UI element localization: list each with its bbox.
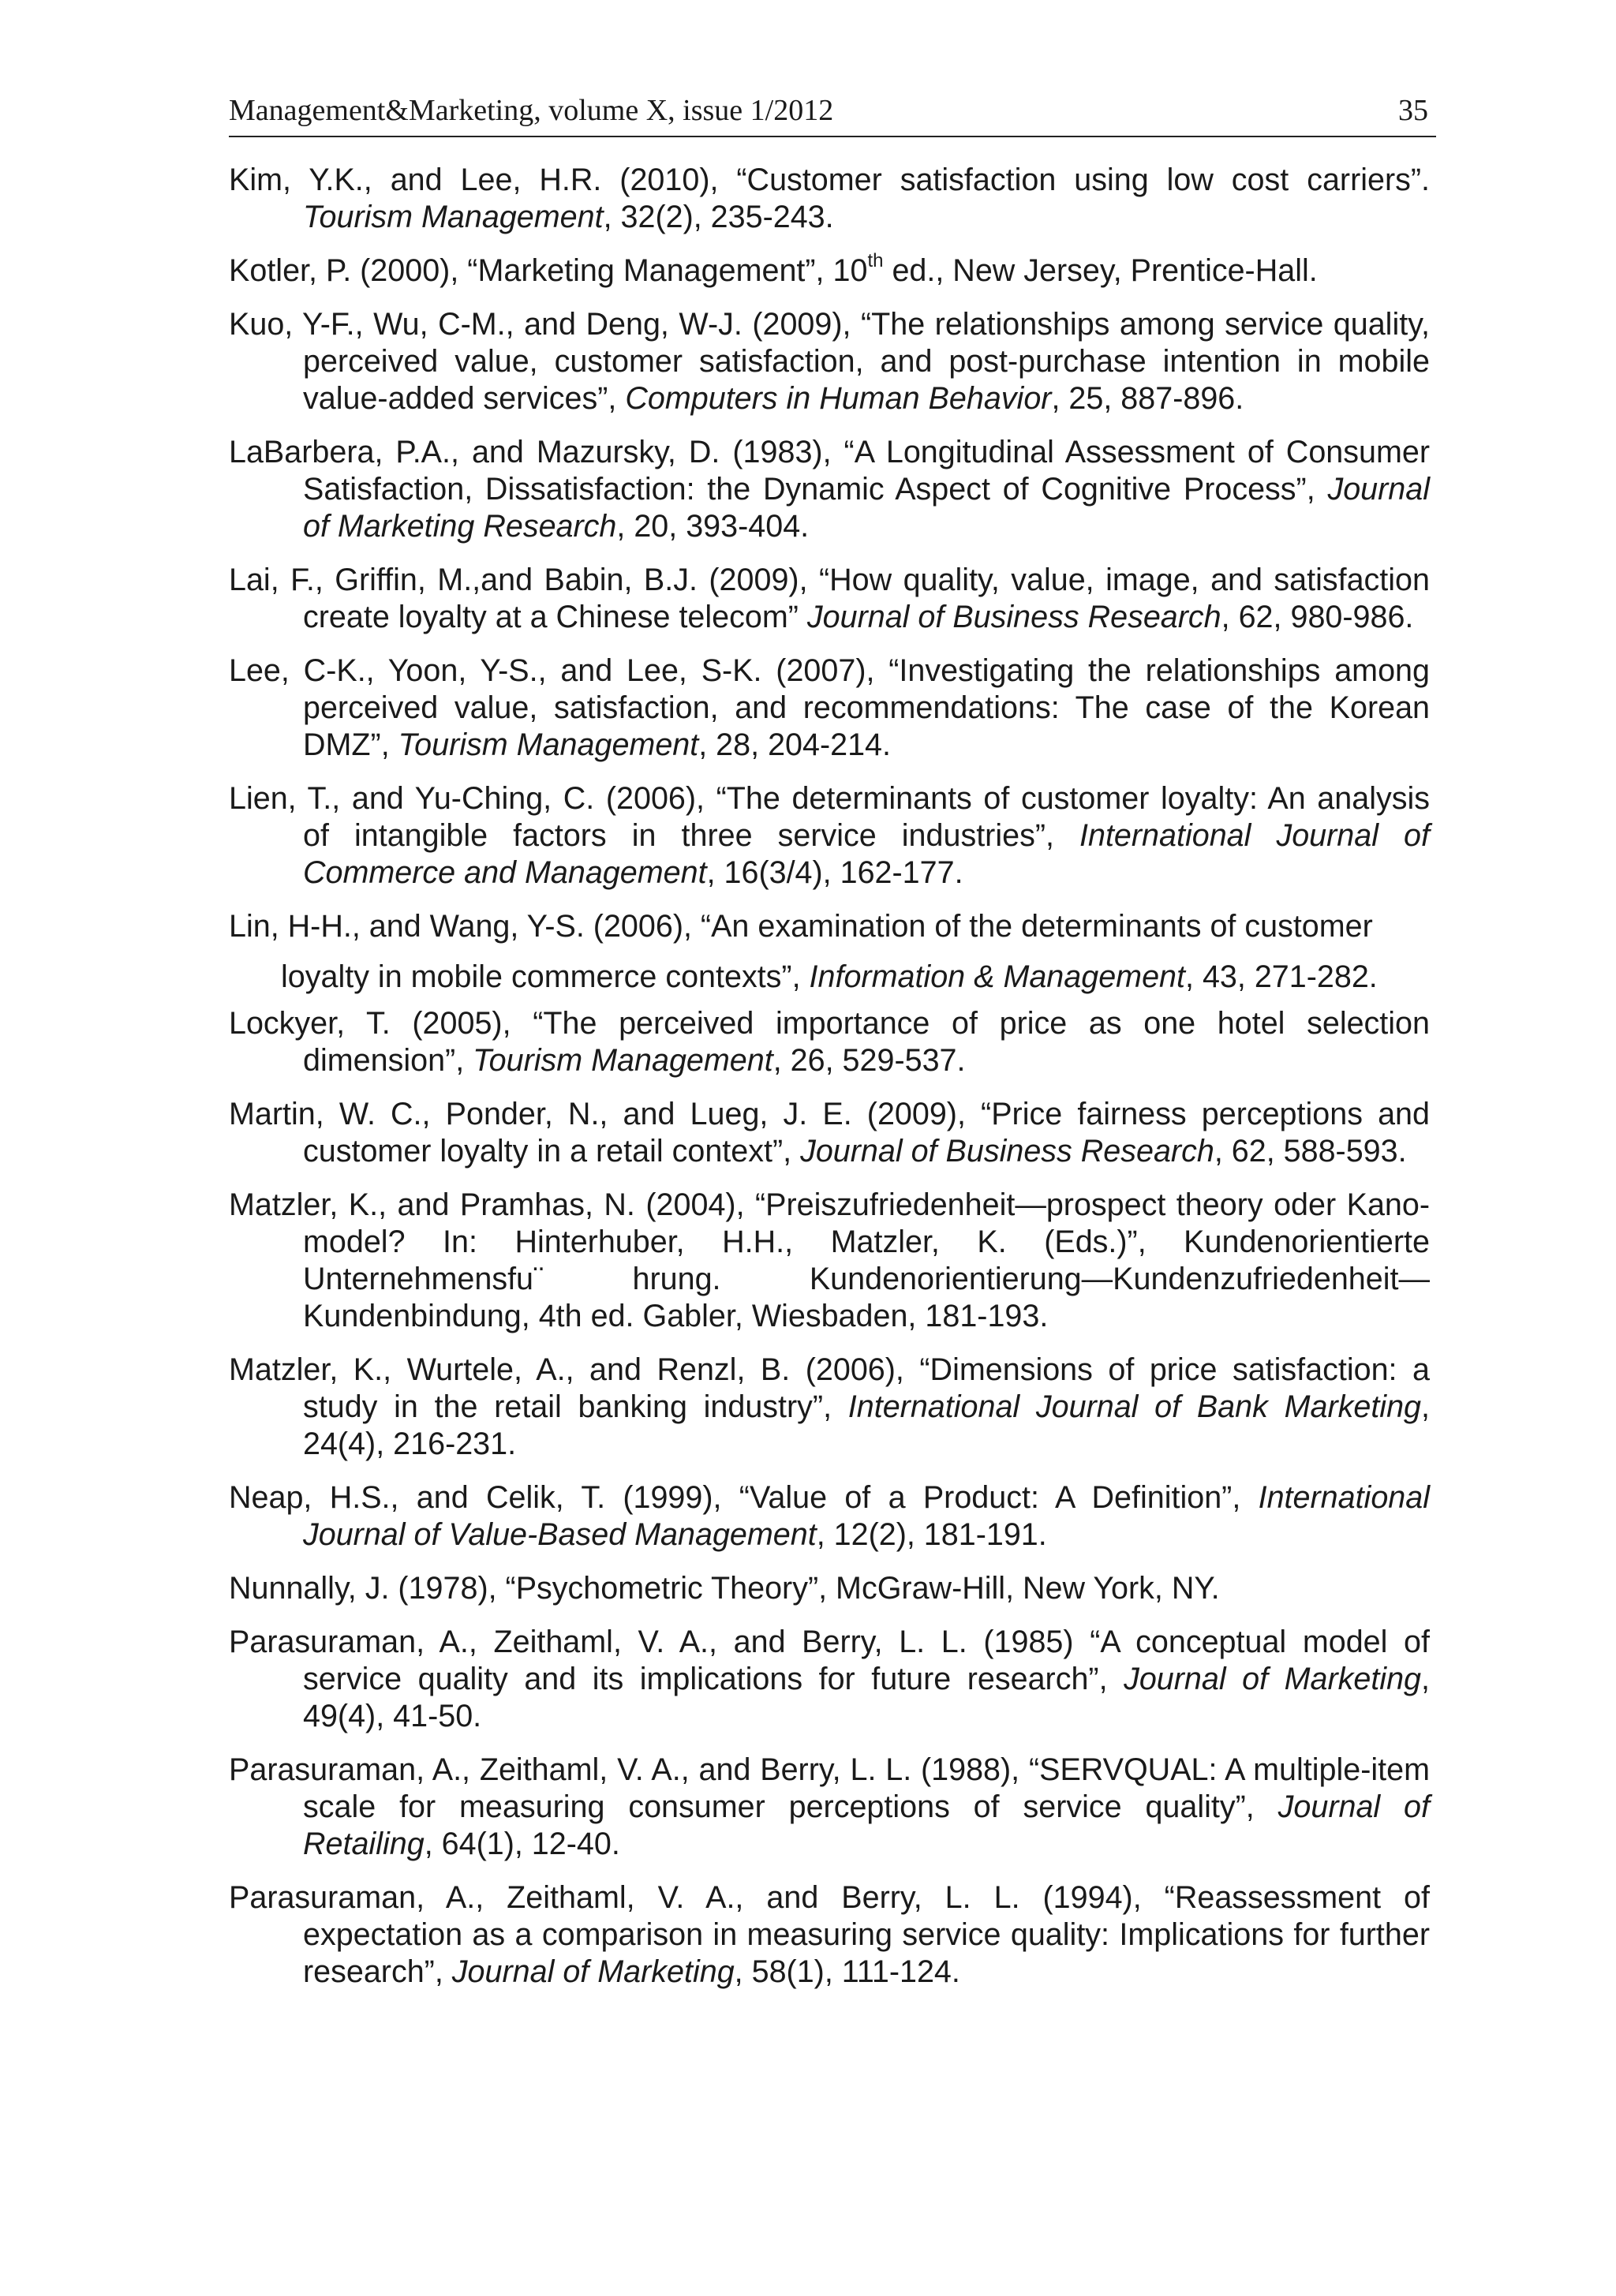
- reference-text: Kotler, P. (2000), “Marketing Management”, 10: [229, 253, 868, 288]
- reference-entry: [229, 1879, 1430, 1991]
- reference-source: Journal of Marketing: [451, 1954, 735, 1989]
- reference-text: Lai, F., Griffin, M.,and Babin, B.J. (2009), “How quality, value, image, and satisfaction create loyalty at a Chinese telecom”: [229, 563, 1430, 634]
- reference-text: Neap, H.S., and Celik, T. (1999), “Value of a Product: A Definition”,: [229, 1480, 1259, 1515]
- reference-details: , 24(4), 216-231.: [303, 1389, 1430, 1461]
- reference-entry: [229, 249, 1430, 290]
- reference-details: ed., New Jersey, Prentice-Hall.: [883, 253, 1318, 288]
- reference-details: , 62, 980-986.: [1221, 600, 1414, 634]
- reference-details: , 20, 393-404.: [616, 509, 810, 544]
- reference-entry: [229, 653, 1430, 764]
- reference-source: International Journal of Bank Marketing: [847, 1389, 1422, 1424]
- reference-entry: [229, 1096, 1430, 1170]
- reference-details: , 26, 529-537.: [772, 1043, 966, 1078]
- reference-details: , 58(1), 111-124.: [734, 1954, 960, 1989]
- reference-entry: [229, 780, 1430, 892]
- reference-text: Matzler, K., Wurtele, A., and Renzl, B. (2006), “Dimensions of price satisfaction: a study in the retail banking industry”,: [229, 1352, 1430, 1424]
- reference-source: Tourism Management: [303, 200, 604, 234]
- reference-details: , 28, 204-214.: [698, 727, 892, 762]
- reference-entry: [229, 1752, 1430, 1863]
- running-header: [229, 88, 1436, 137]
- reference-source: Journal of Marketing: [1124, 1662, 1422, 1696]
- reference-source: Journal of Business Research: [806, 600, 1221, 634]
- reference-entry: [229, 306, 1430, 417]
- reference-text: Lee, C-K., Yoon, Y-S., and Lee, S-K. (2007), “Investigating the relationships among perceived value, satisfaction, and recommendations: The case of the Korean DMZ”,: [229, 653, 1430, 762]
- reference-details: , 43, 271-282.: [1185, 959, 1378, 994]
- reference-details: , 12(2), 181-191.: [816, 1517, 1047, 1552]
- reference-text: LaBarbera, P.A., and Mazursky, D. (1983), “A Longitudinal Assessment of Consumer Satisfaction, Dissatisfaction: the Dynamic Aspect of Cognitive Process”,: [229, 435, 1430, 507]
- reference-text: Parasuraman, A., Zeithaml, V. A., and Berry, L. L. (1994), “Reassessment of expectation as a comparison in measuring service quality: Implications for further research”,: [229, 1880, 1430, 1989]
- reference-entry: [229, 1570, 1430, 1607]
- reference-text: Lin, H-H., and Wang, Y-S. (2006), “An examination of the determinants of customer: [229, 909, 1373, 944]
- reference-source: Information & Management: [809, 959, 1185, 994]
- reference-entry: [229, 1479, 1430, 1554]
- reference-text: Kim, Y.K., and Lee, H.R. (2010), “Customer satisfaction using low cost carriers”.: [229, 163, 1430, 197]
- reference-source: Journal of Retailing: [303, 1789, 1430, 1861]
- reference-text: Kuo, Y-F., Wu, C-M., and Deng, W-J. (2009), “The relationships among service quality, perceived value, customer satisfaction, and post-purchase intention in mobile value-added services”,: [229, 307, 1430, 416]
- reference-details: , 32(2), 235-243.: [603, 200, 834, 234]
- reference-text: Matzler, K., and Pramhas, N. (2004), “Preiszufriedenheit—prospect theory oder Kano-model? In: Hinterhuber, H.H., Matzler, K. (Eds.)”, Kundenorientierte Unternehmensfu¨ hrung. Kundenorientierung—Kundenzufriedenheit—Kundenbindung, 4th ed. Gabler, Wiesbaden, 181-193.: [229, 1187, 1430, 1333]
- reference-continuation: [281, 959, 1430, 996]
- reference-text: Lockyer, T. (2005), “The perceived importance of price as one hotel selection dimension”,: [229, 1006, 1430, 1078]
- reference-entry: [229, 1624, 1430, 1735]
- reference-details: , 62, 588-593.: [1214, 1134, 1407, 1169]
- reference-details: , 64(1), 12-40.: [424, 1827, 620, 1861]
- reference-entry: [229, 908, 1430, 996]
- reference-entry: [229, 1352, 1430, 1463]
- reference-source: International Journal of Commerce and Management: [303, 818, 1430, 890]
- reference-text: Parasuraman, A., Zeithaml, V. A., and Berry, L. L. (1988), “SERVQUAL: A multiple-item scale for measuring consumer perceptions of service quality”,: [229, 1752, 1430, 1824]
- reference-entry: [229, 1005, 1430, 1079]
- reference-text: loyalty in mobile commerce contexts”,: [281, 959, 810, 994]
- reference-text: Lien, T., and Yu-Ching, C. (2006), “The determinants of customer loyalty: An analysis of intangible factors in three service industries”,: [229, 781, 1430, 853]
- reference-source: Tourism Management: [473, 1043, 773, 1078]
- reference-details: , 25, 887-896.: [1051, 381, 1244, 416]
- reference-source: International Journal of Value-Based Management: [303, 1480, 1430, 1552]
- reference-entry: [229, 162, 1430, 236]
- edition-superscript: th: [867, 249, 884, 271]
- reference-text: Parasuraman, A., Zeithaml, V. A., and Berry, L. L. (1985) “A conceptual model of service quality and its implications for future research”,: [229, 1625, 1430, 1696]
- reference-source: Journal of Business Research: [800, 1134, 1214, 1169]
- reference-entry: [229, 434, 1430, 545]
- reference-entry: [229, 562, 1430, 636]
- reference-details: , 16(3/4), 162-177.: [706, 855, 963, 890]
- reference-source: Journal of Marketing Research: [303, 472, 1430, 544]
- reference-list: [229, 162, 1430, 2007]
- reference-details: , 49(4), 41-50.: [303, 1662, 1430, 1733]
- reference-source: Tourism Management: [398, 727, 699, 762]
- reference-source: Computers in Human Behavior: [625, 381, 1052, 416]
- reference-text: Martin, W. C., Ponder, N., and Lueg, J. E. (2009), “Price fairness perceptions and customer loyalty in a retail context”,: [229, 1097, 1430, 1169]
- page-number: 35: [1398, 94, 1428, 127]
- reference-entry: [229, 1187, 1430, 1335]
- reference-text: Nunnally, J. (1978), “Psychometric Theory”, McGraw-Hill, New York, NY.: [229, 1571, 1220, 1606]
- journal-title: Management&Marketing, volume X, issue 1/2012: [229, 94, 834, 127]
